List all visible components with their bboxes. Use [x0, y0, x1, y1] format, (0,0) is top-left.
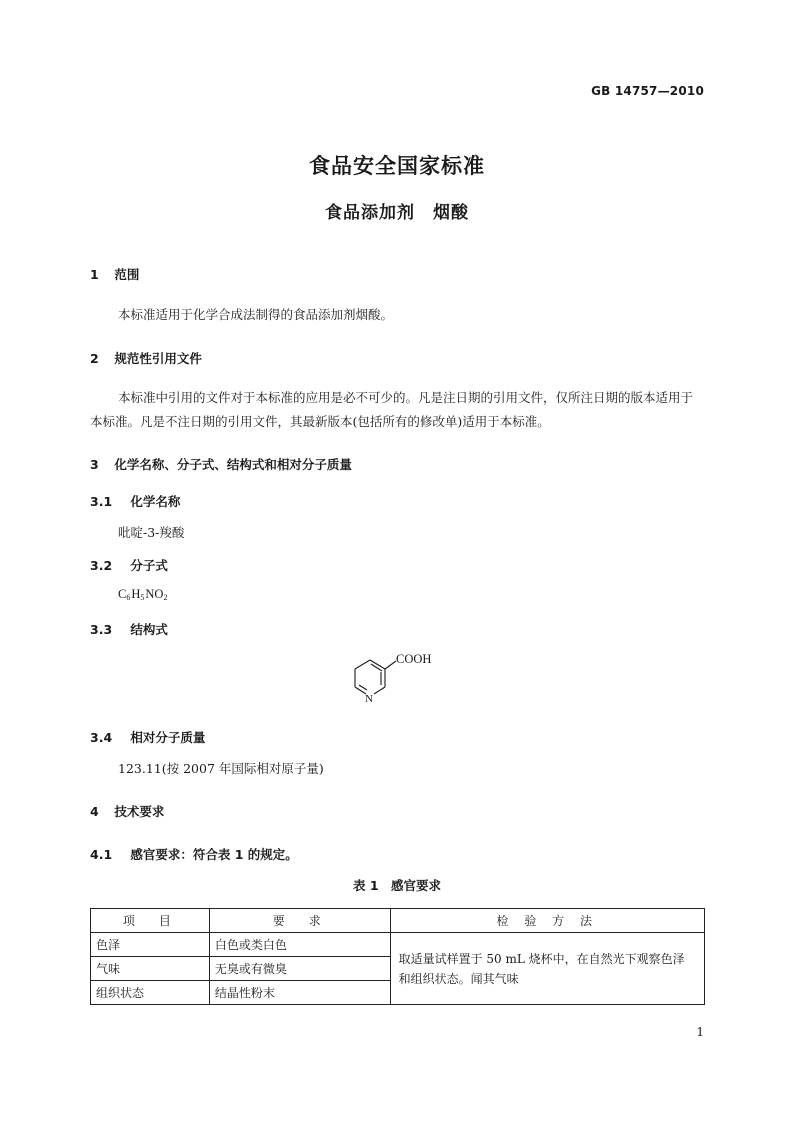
column-header-requirement: 要 求 [209, 909, 390, 933]
section-2-body: 本标准中引用的文件对于本标准的应用是必不可少的。凡是注日期的引用文件，仅所注日期的版本适用于本标准。凡是不注日期的引用文件，其最新版本(包括所有的修改单)适用于本标准。 [90, 390, 694, 429]
section-title: 范围 [114, 267, 140, 282]
section-number: 3.4 [90, 730, 113, 745]
structural-formula-diagram [340, 648, 450, 714]
formula-no-count: 2 [163, 593, 168, 602]
table-cell-item: 气味 [91, 957, 210, 981]
section-4-heading [90, 802, 164, 820]
table-cell-requirement: 结晶性粉末 [209, 981, 390, 1005]
formula-c-count: 6 [126, 593, 131, 602]
column-header-method: 检 验 方 法 [390, 909, 704, 933]
section-number: 2 [90, 351, 99, 366]
section-title: 相对分子质量 [130, 730, 206, 745]
table-caption: 表 1 感官要求 [352, 878, 442, 893]
standard-code: GB 14757—2010 [591, 84, 704, 98]
molecular-mass: 123.11(按 2007 年国际相对原子量) [118, 761, 324, 776]
section-title: 结构式 [130, 622, 168, 637]
section-number: 3.3 [90, 622, 113, 637]
formula-no: NO [145, 587, 164, 601]
section-number: 3.1 [90, 494, 113, 509]
column-header-item: 项 目 [91, 909, 210, 933]
section-title: 化学名称、分子式、结构式和相对分子质量 [114, 457, 352, 472]
table-header-row [91, 909, 705, 933]
chemical-name: 吡啶-3-羧酸 [118, 525, 185, 540]
table-row [91, 933, 705, 957]
section-3-3-heading [90, 620, 168, 638]
section-4-1-heading [90, 845, 298, 863]
page-number: 1 [696, 1025, 704, 1039]
formula-c: C [118, 587, 127, 601]
section-1-heading [90, 265, 139, 283]
section-number: 4 [90, 804, 99, 819]
section-title: 技术要求 [114, 804, 165, 819]
table-cell-requirement: 白色或类白色 [209, 933, 390, 957]
section-number: 4.1 [90, 847, 113, 862]
section-2-heading [90, 349, 202, 367]
formula-h: H [131, 587, 141, 601]
document-title: 食品安全国家标准 [309, 154, 485, 178]
section-3-4-heading [90, 728, 205, 746]
section-number: 1 [90, 267, 99, 282]
table-cell-method: 取适量试样置于 50 mL 烧杯中，在自然光下观察色泽和组织状态。闻其气味 [390, 933, 704, 1005]
document-subtitle: 食品添加剂 烟酸 [325, 203, 469, 223]
section-number: 3 [90, 457, 99, 472]
section-3-1-heading [90, 492, 180, 510]
sensory-requirements-table [90, 908, 705, 1005]
molecular-formula [118, 587, 167, 602]
formula-h-count: 5 [140, 593, 145, 602]
table-cell-item: 组织状态 [91, 981, 210, 1005]
section-3-2-heading [90, 556, 168, 574]
carboxyl-group-label: COOH [396, 652, 432, 666]
section-title: 规范性引用文件 [114, 351, 202, 366]
table-cell-requirement: 无臭或有微臭 [209, 957, 390, 981]
pyridine-ring [355, 660, 396, 694]
section-title: 感官要求：符合表 1 的规定。 [130, 847, 298, 862]
table-cell-item: 色泽 [91, 933, 210, 957]
section-title: 分子式 [130, 558, 168, 573]
section-title: 化学名称 [130, 494, 181, 509]
nitrogen-atom-label: N [365, 693, 373, 705]
section-3-heading [90, 455, 352, 473]
carboxyl-bond [385, 661, 396, 669]
section-number: 3.2 [90, 558, 113, 573]
section-1-body: 本标准适用于化学合成法制得的食品添加剂烟酸。 [118, 307, 394, 322]
